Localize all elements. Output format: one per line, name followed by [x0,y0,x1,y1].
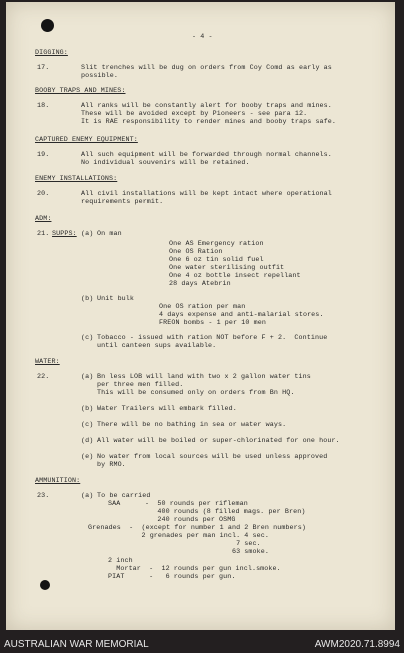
footer-accession-number: AWM2020.71.8994 [314,639,400,650]
section-heading: DIGGING: [35,49,68,57]
para-line: No individual souvenirs will be retained. [81,159,250,167]
item-marker: (b) [81,295,94,303]
para-line: Slit trenches will be dug on orders from Coy Comd as early as [81,64,332,72]
list-line: One OS ration per man [159,303,246,311]
ammo-line: 63 smoke. [88,548,269,556]
item-marker: (c) [81,421,94,429]
section-heading: AMMUNITION: [35,477,81,485]
para-number: 19. [37,151,50,159]
para-line: All such equipment will be forwarded through normal channels. [81,151,332,159]
footer-institution: AUSTRALIAN WAR MEMORIAL [4,639,149,650]
ammo-line: SAA - 50 rounds per rifleman [108,500,248,508]
para-number: 23. [37,492,50,500]
ammo-line: PIAT - 6 rounds per gun. [108,573,236,581]
item-marker: (d) [81,437,94,445]
list-line: 4 days expense and anti-malarial stores. [159,311,324,319]
list-line: One 6 oz tin solid fuel [169,256,264,264]
ammo-line: Mortar - 12 rounds per gun incl.smoke. [108,565,281,573]
section-heading: BOOBY TRAPS AND MINES: [35,87,126,95]
list-line: FREON bombs - 1 per 10 men [159,319,266,327]
section-heading: ENEMY INSTALLATIONS: [35,175,118,183]
ammo-line: 400 rounds (8 filled mags. per Bren) [108,508,306,516]
item-text: On man [97,230,122,238]
item-marker: (a) [81,492,94,500]
section-heading: WATER: [35,358,60,366]
section-heading: CAPTURED ENEMY EQUIPMENT: [35,136,138,144]
punch-hole [40,580,50,590]
item-text: by RMO. [97,461,126,469]
item-text: Water Trailers will embark filled. [97,405,237,413]
subsection-label: SUPPS: [52,230,77,238]
para-line: These will be avoided except by Pioneers - see para 12. [81,110,308,118]
list-line: One OS Ration [169,248,223,256]
para-number: 21. [37,230,50,238]
document-page [6,2,395,630]
para-number: 22. [37,373,50,381]
item-text: Bn less LOB will land with two x 2 gallon water tins [97,373,311,381]
item-text: Tobacco - issued with ration NOT before F + 2. Continue [97,334,328,342]
ammo-line: 2 grenades per man incl. 4 sec. [88,532,269,540]
archive-footer [0,637,404,653]
para-number: 18. [37,102,50,110]
ammo-line: Grenades - (except for number 1 and 2 Bren numbers) [88,524,306,532]
section-heading: ADM: [35,215,52,223]
list-line: 28 days Atebrin [169,280,231,288]
item-marker: (a) [81,373,94,381]
para-number: 17. [37,64,50,72]
item-text: To be carried [97,492,151,500]
item-marker: (a) [81,230,94,238]
item-text: Unit bulk [97,295,135,303]
para-line: possible. [81,72,119,80]
ammo-line: 240 rounds per OSMG [108,516,236,524]
ammo-line: 2 inch [108,557,133,565]
item-marker: (e) [81,453,94,461]
item-text: There will be no bathing in sea or water ways. [97,421,287,429]
para-line: All ranks will be constantly alert for booby traps and mines. [81,102,332,110]
para-line: requirements permit. [81,198,164,206]
list-line: One 4 oz bottle insect repellant [169,272,301,280]
list-line: One AS Emergency ration [169,240,264,248]
item-text: until canteen sups available. [97,342,217,350]
item-text: All water will be boiled or super-chlorinated for one hour. [97,437,340,445]
item-marker: (b) [81,405,94,413]
list-line: One water sterilising outfit [169,264,285,272]
item-text: per three men filled. [97,381,184,389]
para-line: All civil installations will be kept intact where operational [81,190,332,198]
item-marker: (c) [81,334,94,342]
item-text: This will be consumed only on orders from Bn HQ. [97,389,295,397]
punch-hole [41,19,54,32]
para-number: 20. [37,190,50,198]
item-text: No water from local sources will be used unless approved [97,453,328,461]
page-number: - 4 - [192,33,213,41]
para-line: It is RAE responsibility to render mines and booby traps safe. [81,118,337,126]
ammo-line: 7 sec. [88,540,261,548]
